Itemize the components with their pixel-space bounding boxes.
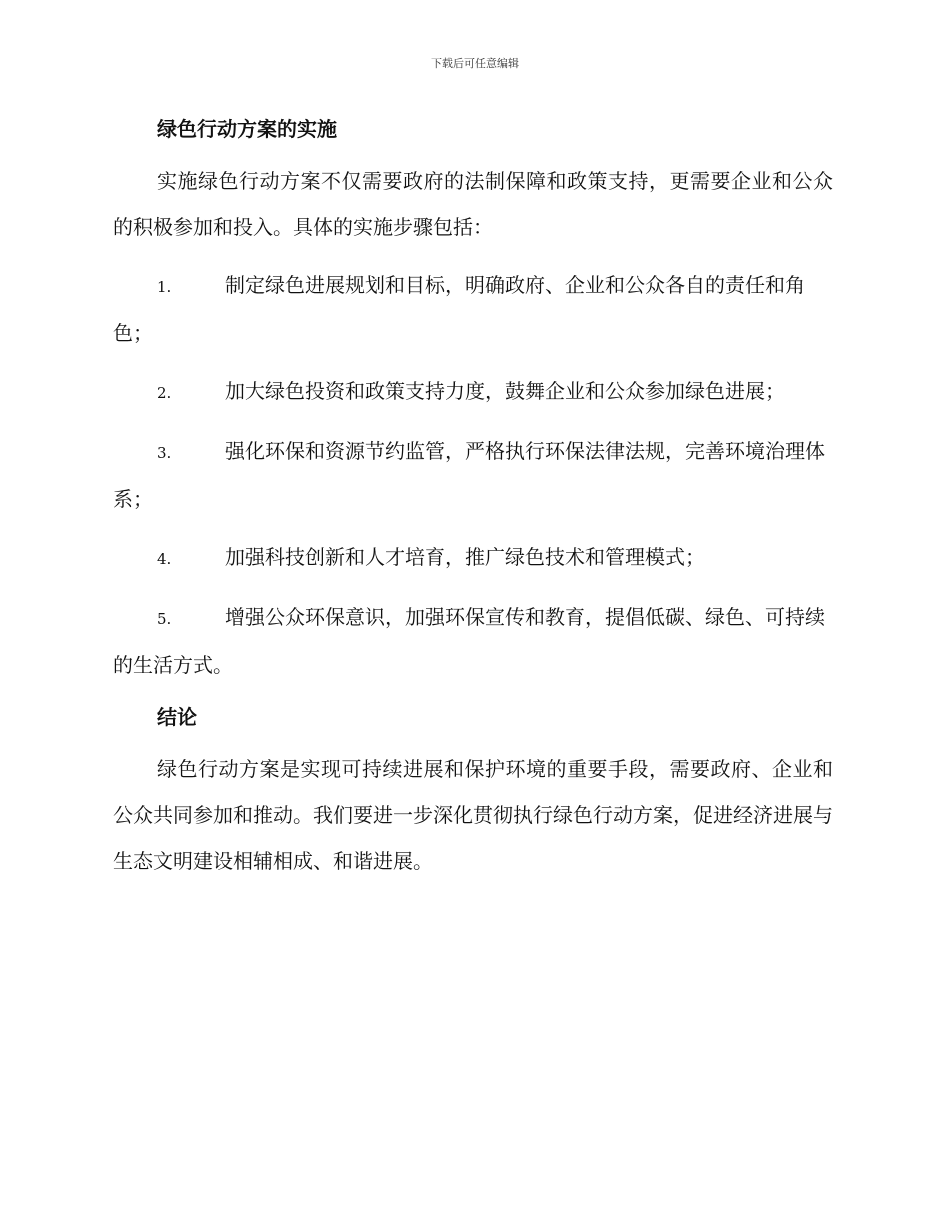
- list-item: [113, 262, 833, 356]
- list-item-text: 强化环保和资源节约监管，严格执行环保法律法规，完善环境治理体系；: [113, 439, 825, 511]
- list-item-number: 4.: [157, 550, 172, 568]
- list-item-text: 增强公众环保意识，加强环保宣传和教育，提倡低碳、绿色、可持续的生活方式。: [113, 605, 825, 677]
- list-item: [113, 428, 833, 522]
- section-heading-implementation: 绿色行动方案的实施: [157, 117, 337, 141]
- conclusion-paragraph: 绿色行动方案是实现可持续进展和保护环境的重要手段，需要政府、企业和公众共同参加和推动。我们要进一步深化贯彻执行绿色行动方案，促进经济进展与生态文明建设相辅相成、和谐进展。: [113, 757, 833, 873]
- list-item-text: 加大绿色投资和政策支持力度，鼓舞企业和公众参加绿色进展；: [225, 379, 785, 403]
- list-item-text: 制定绿色进展规划和目标，明确政府、企业和公众各自的责任和角色；: [113, 273, 805, 345]
- list-item-number: 2.: [157, 384, 172, 402]
- list-item: [113, 534, 833, 582]
- implementation-steps-list: [113, 262, 833, 688]
- list-item-number: 5.: [157, 610, 172, 628]
- list-item: [113, 368, 833, 416]
- section-heading-conclusion: 结论: [157, 705, 197, 729]
- list-item-text: 加强科技创新和人才培育，推广绿色技术和管理模式；: [225, 545, 705, 569]
- list-item-number: 1.: [157, 278, 172, 296]
- header-note: 下载后可任意编辑: [431, 57, 519, 70]
- intro-paragraph: 实施绿色行动方案不仅需要政府的法制保障和政策支持，更需要企业和公众的积极参加和投入。具体的实施步骤包括：: [113, 169, 833, 239]
- list-item-number: 3.: [157, 444, 172, 462]
- document-body: [113, 112, 833, 884]
- list-item: [113, 594, 833, 688]
